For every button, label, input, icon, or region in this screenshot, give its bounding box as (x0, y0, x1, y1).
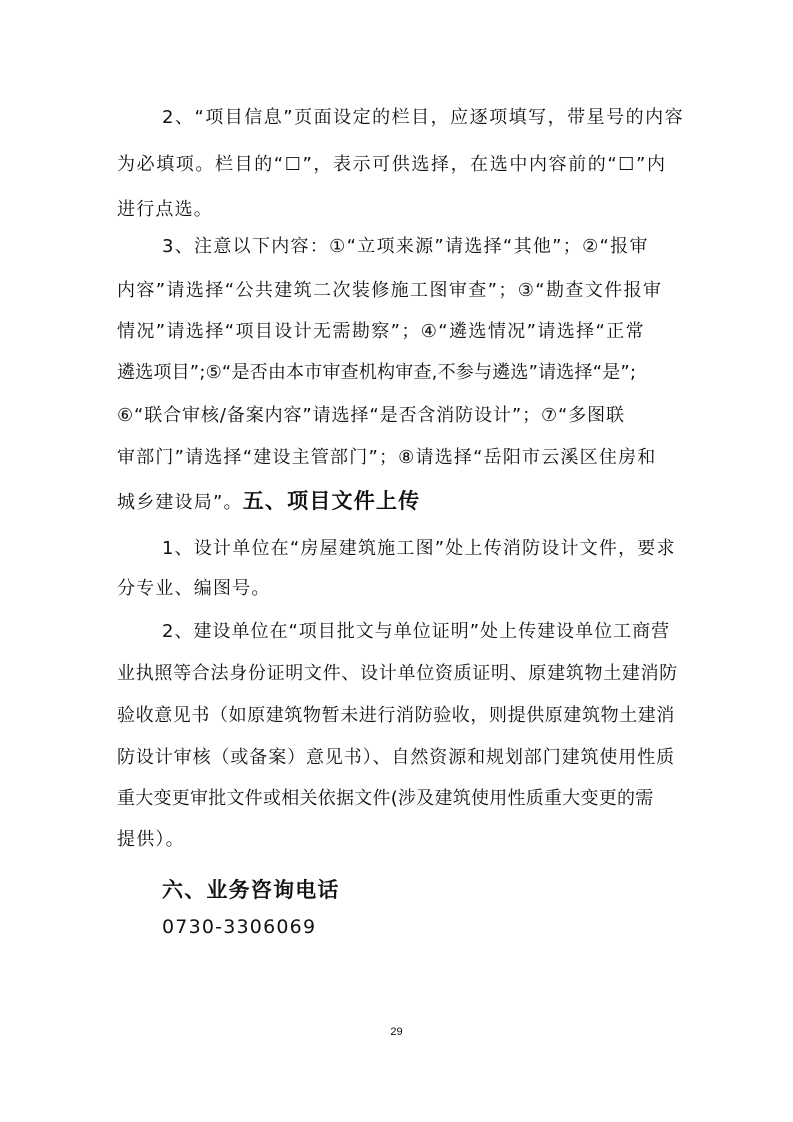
section-heading-6: 六、业务咨询电话 (162, 878, 340, 902)
paragraph-line: 重大变更审批文件或相关依据文件(涉及建筑使用性质重大变更的需 (117, 788, 654, 809)
paragraph-line: 进行点选。 (117, 199, 213, 220)
paragraph-line: 提供）。 (117, 829, 185, 850)
paragraph-line: 遴选项目”;⑤“是否由本市审查机构审查,不参与遴选”请选择“是”; (117, 362, 637, 383)
paragraph-line: 审部门”请选择“建设主管部门”；⑧请选择“岳阳市云溪区住房和 (117, 447, 657, 468)
page-number: 29 (390, 1026, 403, 1038)
paragraph-line-with-heading (117, 490, 420, 514)
paragraph-line: 分专业、编图号。 (117, 578, 271, 599)
phone-number: 0730-3306069 (162, 916, 317, 938)
paragraph-line: 防设计审核（或备案）意见书）、自然资源和规划部门建筑使用性质 (117, 747, 675, 768)
paragraph-line: 城乡建设局”。 (117, 492, 243, 513)
paragraph-line: 情况”请选择“项目设计无需勘察”；④“遴选情况”请选择“正常 (117, 321, 646, 342)
paragraph-line: 1、设计单位在“房屋建筑施工图”处上传消防设计文件，要求 (162, 538, 676, 559)
paragraph-line: 验收意见书（如原建筑物暂未进行消防验收，则提供原建筑物土建消 (117, 705, 675, 726)
section-heading-5: 五、项目文件上传 (242, 489, 421, 513)
paragraph-line: 内容”请选择“公共建筑二次装修施工图审查”；③“勘查文件报审 (117, 280, 663, 301)
paragraph-line: ⑥“联合审核/备案内容”请选择“是否含消防设计”；⑦“多图联 (117, 405, 625, 426)
paragraph-line: 为必填项。栏目的“☐”，表示可供选择，在选中内容前的“☐”内 (117, 154, 667, 175)
paragraph-line: 2、建设单位在“项目批文与单位证明”处上传建设单位工商营 (162, 621, 671, 642)
paragraph-line: 3、注意以下内容：①“立项来源”请选择“其他”；②“报审 (162, 236, 649, 257)
paragraph-line: 业执照等合法身份证明文件、设计单位资质证明、原建筑物土建消防 (117, 663, 678, 684)
paragraph-line: 2、“项目信息”页面设定的栏目，应逐项填写，带星号的内容 (162, 107, 685, 128)
